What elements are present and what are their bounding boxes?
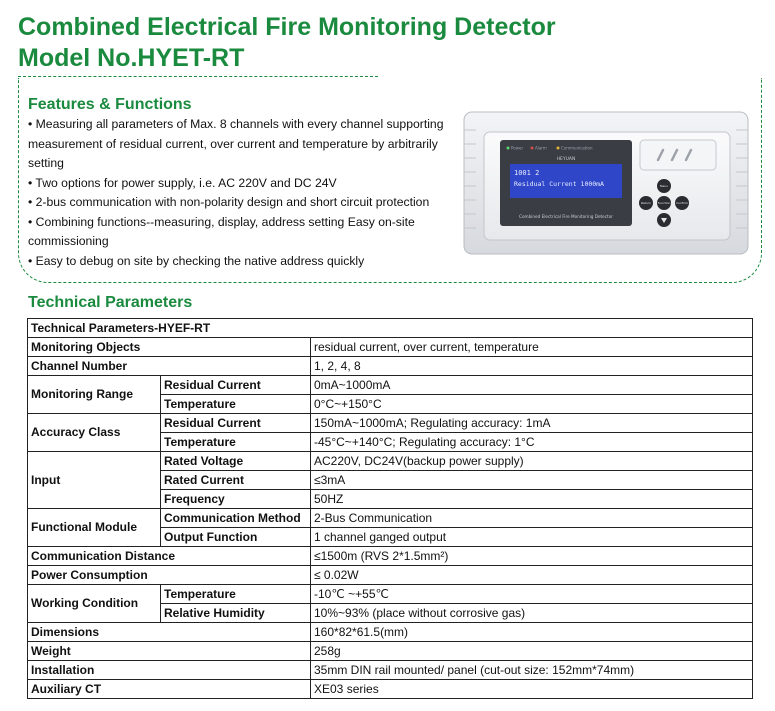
feature-line: • Easy to debug on site by checking the native address quickly [28, 253, 365, 268]
row-label: Weight [28, 642, 311, 661]
table-row [28, 338, 753, 357]
row-value: AC220V, DC24V(backup power supply) [311, 452, 753, 471]
lcd-line-2: Residual Current 1000mA [514, 180, 605, 188]
row-sublabel: Temperature [161, 395, 311, 414]
lcd-line-1: 1001 2 [514, 169, 540, 177]
row-label: Monitoring Objects [28, 338, 311, 357]
row-label: Accuracy Class [28, 414, 161, 452]
row-value: 10%~93% (place without corrosive gas) [311, 604, 753, 623]
technical-heading: Technical Parameters [28, 294, 193, 311]
table-row [28, 566, 753, 585]
row-sublabel: Rated Current [161, 471, 311, 490]
row-value: 1, 2, 4, 8 [311, 357, 753, 376]
brand-label: HEYUAN [556, 157, 576, 162]
button-label: Confirm [676, 201, 688, 205]
row-value: -10℃ ~+55℃ [311, 585, 753, 604]
row-sublabel: Relative Humidity [161, 604, 311, 623]
device-image [462, 110, 752, 258]
table-row [28, 642, 753, 661]
row-value: 50HZ [311, 490, 753, 509]
row-value: 1 channel ganged output [311, 528, 753, 547]
row-value: -45°C~+140°C; Regulating accuracy: 1°C [311, 433, 753, 452]
table-row [28, 623, 753, 642]
table-caption: Technical Parameters-HYEF-RT [28, 319, 753, 338]
row-value: 258g [311, 642, 753, 661]
row-value: XE03 series [311, 680, 753, 699]
indicator-label: Power [511, 145, 524, 151]
spec-table [27, 318, 753, 699]
row-sublabel: Rated Voltage [161, 452, 311, 471]
table-row [28, 585, 753, 604]
row-label: Input [28, 452, 161, 509]
row-label: Auxiliary CT [28, 680, 311, 699]
row-sublabel: Communication Method [161, 509, 311, 528]
indicator-label: Alarm [535, 145, 547, 151]
product-title: Combined Electrical Fire Monitoring Detector [18, 13, 556, 41]
button-label: Menu [659, 184, 669, 188]
table-row [28, 357, 753, 376]
row-value: 150mA~1000mA; Regulating accuracy: 1mA [311, 414, 753, 433]
feature-line: • Two options for power supply, i.e. AC 220V and DC 24V [28, 175, 337, 190]
row-value: ≤1500m (RVS 2*1.5mm²) [311, 547, 753, 566]
row-label: Monitoring Range [28, 376, 161, 414]
row-label: Installation [28, 661, 311, 680]
divider [18, 76, 378, 77]
model-number: Model No.HYET-RT [18, 44, 245, 72]
table-row [28, 319, 753, 338]
row-sublabel: Temperature [161, 433, 311, 452]
row-value: ≤3mA [311, 471, 753, 490]
row-sublabel: Temperature [161, 585, 311, 604]
panel-label: Combined Electrical Fire Monitoring Detector [519, 214, 613, 219]
row-value: residual current, over current, temperature [311, 338, 753, 357]
row-label: Channel Number [28, 357, 311, 376]
feature-line: • Measuring all parameters of Max. 8 channels with every channel supporting [28, 117, 444, 131]
row-value: 0mA~1000mA [311, 376, 753, 395]
feature-line: setting [28, 156, 64, 170]
row-label: Working Condition [28, 585, 161, 623]
row-value: 160*82*61.5(mm) [311, 623, 753, 642]
table-row [28, 547, 753, 566]
row-sublabel: Residual Current [161, 414, 311, 433]
row-sublabel: Frequency [161, 490, 311, 509]
table-row [28, 509, 753, 528]
row-value: 35mm DIN rail mounted/ panel (cut-out size: 152mm*74mm) [311, 661, 753, 680]
button-label: Function [657, 201, 671, 205]
indicator-label: Communication [561, 145, 593, 151]
features-list [28, 115, 458, 271]
row-label: Functional Module [28, 509, 161, 547]
feature-line: • Combining functions--measuring, display, address setting Easy on-site [28, 214, 415, 229]
table-row [28, 414, 753, 433]
button-label: Return [641, 201, 651, 205]
table-row [28, 452, 753, 471]
table-row [28, 680, 753, 699]
table-row [28, 661, 753, 680]
feature-line: measurement of residual current, over current and temperature by arbitrarily [28, 136, 438, 151]
row-value: 0°C~+150°C [311, 395, 753, 414]
features-heading: Features & Functions [28, 96, 192, 113]
row-value: ≤ 0.02W [311, 566, 753, 585]
row-label: Communication Distance [28, 547, 311, 566]
row-sublabel: Residual Current [161, 376, 311, 395]
row-value: 2-Bus Communication [311, 509, 753, 528]
row-label: Dimensions [28, 623, 311, 642]
feature-line: • 2-bus communication with non-polarity design and short circuit protection [28, 195, 430, 209]
row-sublabel: Output Function [161, 528, 311, 547]
feature-line: commissioning [28, 234, 109, 248]
row-label: Power Consumption [28, 566, 311, 585]
table-row [28, 376, 753, 395]
